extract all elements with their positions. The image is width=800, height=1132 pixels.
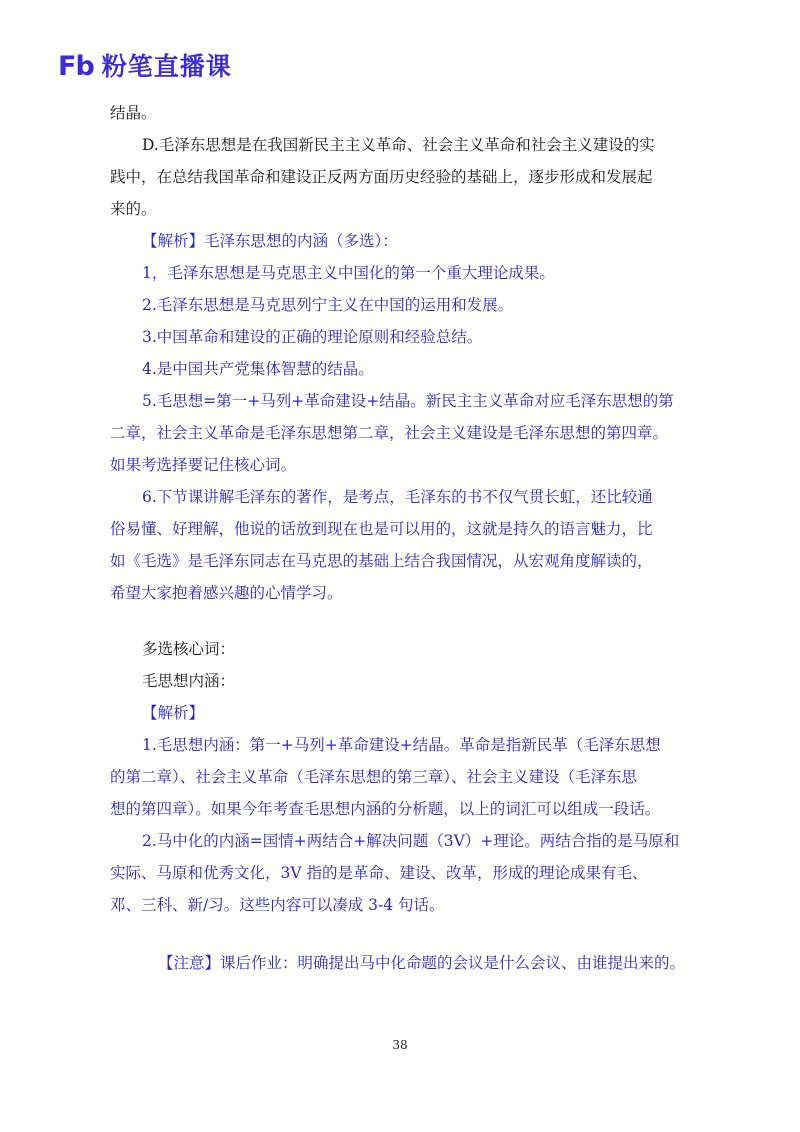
text-line: 1，毛泽东思想是马克思主义中国化的第一个重大理论成果。	[142, 264, 555, 282]
fb-logo-icon: Fb	[58, 51, 94, 82]
brand-logo	[58, 50, 232, 84]
section-heading: 多选核心词：	[142, 640, 236, 658]
text-line: 践中，在总结我国革命和建设正反两方面历史经验的基础上，逐步形成和发展起	[110, 168, 653, 186]
brand-name: 粉笔直播课	[101, 52, 232, 81]
text-line: 2.马中化的内涵=国情+两结合+解决问题（3V）+理论。两结合指的是马原和	[142, 832, 680, 850]
text-line: 3.中国革命和建设的正确的理论原则和经验总结。	[142, 328, 483, 346]
text-line: 4.是中国共产党集体智慧的结晶。	[142, 360, 374, 378]
text-line: 实际、马原和优秀文化，3V 指的是革命、建设、改革，形成的理论成果有毛、	[110, 864, 648, 882]
analysis-heading: 【解析】毛泽东思想的内涵（多选）：	[142, 232, 398, 250]
text-line: 希望大家抱着感兴趣的心情学习。	[110, 584, 343, 602]
text-line: 邓、三科、新/习。这些内容可以凑成 3-4 句话。	[110, 896, 445, 914]
text-line: D.毛泽东思想是在我国新民主主义革命、社会主义革命和社会主义建设的实	[142, 136, 655, 154]
text-line: 来的。	[110, 200, 157, 218]
text-line: 2.毛泽东思想是马克思列宁主义在中国的运用和发展。	[142, 296, 514, 314]
text-line: 结晶。	[110, 104, 157, 122]
text-line: 的第二章）、社会主义革命（毛泽东思想的第三章）、社会主义建设（毛泽东思	[110, 768, 638, 786]
text-line: 6.下节课讲解毛泽东的著作，是考点，毛泽东的书不仅气贯长虹，还比较通	[142, 488, 653, 506]
text-line: 二章，社会主义革命是毛泽东思想第二章，社会主义建设是毛泽东思想的第四章。	[110, 424, 669, 442]
text-line: 5.毛思想=第一+马列+革命建设+结晶。新民主主义革命对应毛泽东思想的第	[142, 392, 674, 410]
analysis-heading: 【解析】	[142, 704, 205, 722]
text-line: 想的第四章）。如果今年考查毛思想内涵的分析题，以上的词汇可以组成一段话。	[110, 800, 661, 818]
text-line: 俗易懂、好理解，他说的话放到现在也是可以用的，这就是持久的语言魅力，比	[110, 520, 653, 538]
section-subheading: 毛思想内涵：	[142, 672, 236, 690]
page-number: 38	[392, 1038, 408, 1052]
text-line: 如果考选择要记住核心词。	[110, 456, 297, 474]
note-line: 【注意】课后作业：明确提出马中化命题的会议是什么会议、由谁提出来的。	[158, 954, 686, 972]
text-line: 1.毛思想内涵：第一+马列+革命建设+结晶。革命是指新民革（毛泽东思想	[142, 736, 661, 754]
text-line: 如《毛选》是毛泽东同志在马克思的基础上结合我国情况，从宏观角度解读的，	[110, 552, 653, 570]
